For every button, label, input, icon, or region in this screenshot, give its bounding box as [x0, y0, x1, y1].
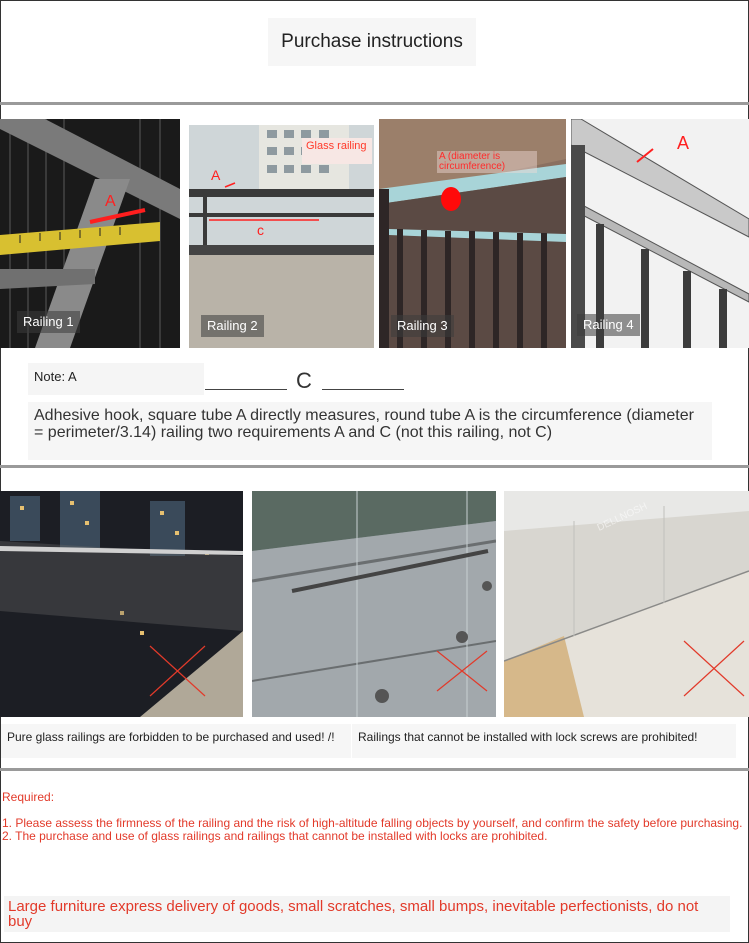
circumference-label: A (diameter is circumference)	[437, 151, 537, 173]
glass-forbidden-caption: Pure glass railings are forbidden to be purchased and used! /!	[1, 724, 351, 758]
adhesive-hook-text: Adhesive hook, square tube A directly measures, round tube A is the circumference (diameter = perimeter/3.14) railing two requirements A and C (not this railing, not C)	[28, 402, 712, 460]
watermark: DELLNOSH	[595, 500, 650, 534]
divider-bottom	[0, 768, 749, 771]
page-title: Purchase instructions	[268, 18, 476, 66]
railing-1-mark: A	[105, 193, 116, 210]
railing-2-photo	[189, 125, 374, 348]
note-label: Note: A	[28, 363, 204, 395]
note-c-label: C	[296, 368, 312, 393]
railing-3-photo	[379, 119, 566, 348]
railing-4-photo	[571, 119, 749, 348]
delivery-notice: Large furniture express delivery of goods, small scratches, small bumps, inevitable perfectionists, do not buy	[4, 896, 730, 932]
railing-1-label: Railing 1	[17, 311, 80, 333]
blank-line-a	[205, 389, 287, 390]
railing-4-label: Railing 4	[577, 314, 640, 336]
glass-railing-photo-2	[252, 491, 496, 717]
glass-railing-label: Glass railing	[302, 138, 372, 164]
required-body: 1. Please assess the firmness of the railing and the risk of high-altitude falling objects by yourself, and confirm the safety before purchasing. 2. The purchase and use of glass railings and railings that cannot be installed with locks are prohibited.	[2, 816, 743, 843]
glass-railing-photo-3	[504, 491, 749, 717]
railing-2-mark-c: c	[257, 222, 264, 238]
railing-2-label: Railing 2	[201, 315, 264, 337]
railing-3-label: Railing 3	[391, 315, 454, 337]
railing-4-mark: A	[677, 133, 690, 153]
blank-line-c	[322, 389, 404, 390]
glass-railing-photo-1	[0, 491, 243, 717]
divider-middle	[0, 465, 749, 468]
required-title: Required:	[2, 790, 55, 804]
railing-2-mark-a: A	[211, 167, 221, 183]
divider-top	[0, 102, 749, 105]
railing-1-photo	[0, 119, 180, 348]
lock-screws-caption: Railings that cannot be installed with lock screws are prohibited!	[352, 724, 736, 758]
